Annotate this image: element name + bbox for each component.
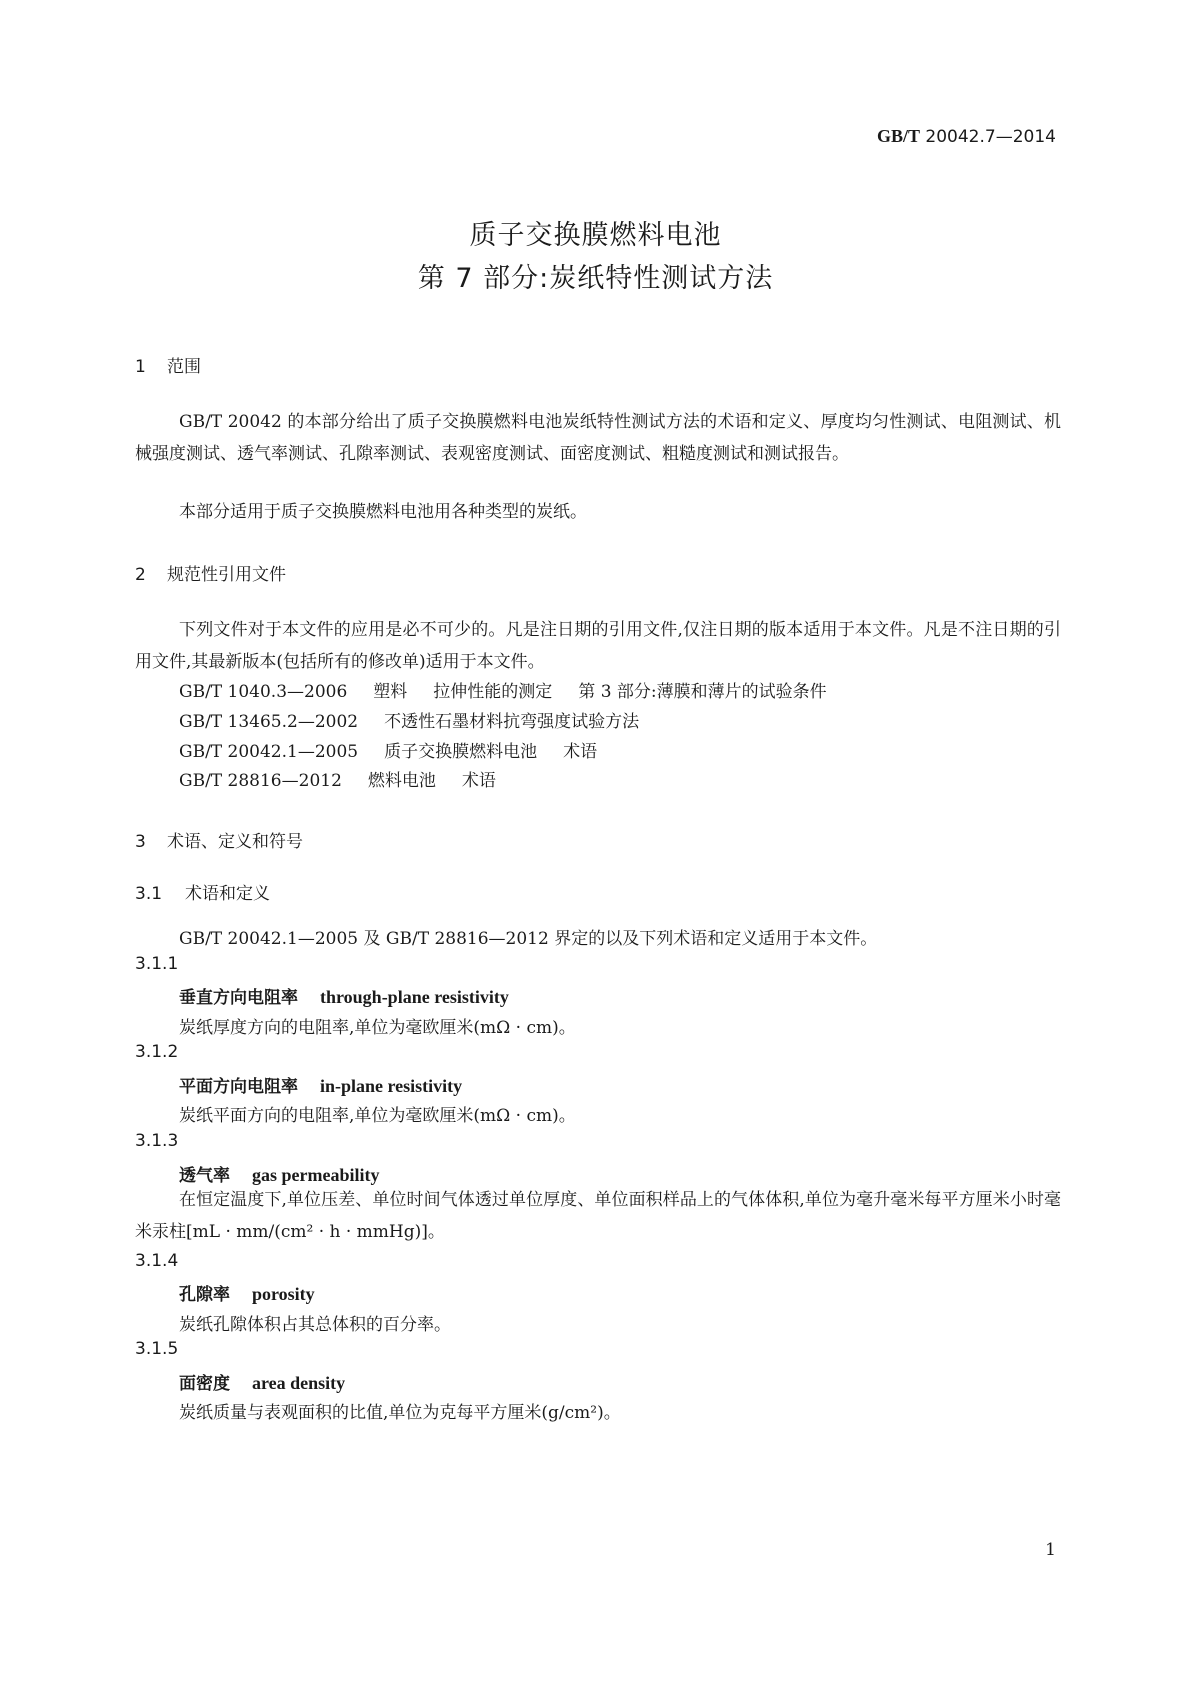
section-number: 2 — [135, 565, 146, 585]
term-entry — [179, 1161, 380, 1186]
reference-title-part: 第 3 部分:薄膜和薄片的试验条件 — [578, 682, 827, 702]
paragraph-scope: GB/T 20042 的本部分给出了质子交换膜燃料电池炭纸特性测试方法的术语和定义、厚度均匀性测试、电阻测试、机械强度测试、透气率测试、孔隙率测试、表观密度测试、面密度测试、粗糙度测试和测试报告。 — [135, 412, 1061, 464]
clause-number: 3.1.3 — [135, 1131, 179, 1151]
reference-code: GB/T 28816—2012 — [179, 771, 342, 791]
section-heading-1 — [135, 352, 201, 377]
standard-code: GB/T — [877, 126, 921, 146]
term-entry — [179, 1072, 462, 1097]
term-en: porosity — [252, 1284, 315, 1304]
clause-number: 3.1.2 — [135, 1042, 179, 1062]
section-number: 3 — [135, 832, 146, 852]
term-definition: 炭纸平面方向的电阻率,单位为毫欧厘米(mΩ · cm)。 — [179, 1106, 576, 1126]
term-definition: 炭纸厚度方向的电阻率,单位为毫欧厘米(mΩ · cm)。 — [179, 1018, 576, 1038]
page-number: 1 — [1045, 1540, 1056, 1560]
clause-number: 3.1.4 — [135, 1251, 179, 1271]
reference-title-part: 质子交换膜燃料电池 — [384, 742, 538, 762]
term-definition: 炭纸孔隙体积占其总体积的百分率。 — [179, 1315, 451, 1335]
clause-number: 3.1.5 — [135, 1339, 179, 1359]
document-title-line1: 质子交换膜燃料电池 — [469, 220, 722, 251]
subsection-heading-3-1 — [135, 879, 270, 904]
document-title-line2: 第 7 部分:炭纸特性测试方法 — [417, 263, 774, 294]
section-heading-3 — [135, 827, 303, 852]
term-zh: 透气率 — [179, 1166, 230, 1186]
term-zh: 面密度 — [179, 1374, 230, 1394]
paragraph-applicability: 本部分适用于质子交换膜燃料电池用各种类型的炭纸。 — [179, 502, 587, 522]
term-en: in-plane resistivity — [320, 1076, 463, 1096]
reference-code: GB/T 1040.3—2006 — [179, 682, 348, 702]
term-en: through-plane resistivity — [320, 987, 509, 1007]
reference-item — [179, 766, 522, 791]
reference-title-part: 塑料 — [373, 682, 408, 702]
term-definition: 在恒定温度下,单位压差、单位时间气体透过单位厚度、单位面积样品上的气体体积,单位为毫升毫米每平方厘米小时毫米汞柱[mL · mm/(cm² · h · mmHg)]。 — [135, 1190, 1061, 1242]
paragraph-terms-intro: GB/T 20042.1—2005 及 GB/T 28816—2012 界定的以及下列术语和定义适用于本文件。 — [179, 929, 878, 949]
reference-title-part: 燃料电池 — [367, 771, 436, 791]
section-title: 术语、定义和符号 — [167, 832, 303, 852]
standard-code-number: 20042.7—2014 — [925, 127, 1056, 147]
term-definition: 炭纸质量与表观面积的比值,单位为克每平方厘米(g/cm²)。 — [179, 1403, 621, 1423]
reference-item — [179, 737, 623, 762]
term-en: area density — [252, 1373, 346, 1393]
reference-title-part: 术语 — [461, 771, 496, 791]
paragraph-normative-refs: 下列文件对于本文件的应用是必不可少的。凡是注日期的引用文件,仅注日期的版本适用于本文件。凡是不注日期的引用文件,其最新版本(包括所有的修改单)适用于本文件。 — [135, 620, 1061, 672]
section-heading-2 — [135, 560, 286, 585]
reference-title-part: 术语 — [563, 742, 598, 762]
term-entry — [179, 983, 509, 1008]
reference-code: GB/T 20042.1—2005 — [179, 742, 359, 762]
term-zh: 垂直方向电阻率 — [179, 988, 298, 1008]
reference-code: GB/T 13465.2—2002 — [179, 712, 359, 732]
section-title: 范围 — [167, 357, 201, 377]
section-number: 1 — [135, 357, 146, 377]
term-entry — [179, 1369, 345, 1394]
standard-number — [877, 126, 1056, 147]
reference-item — [179, 707, 665, 732]
subsection-title: 术语和定义 — [185, 884, 270, 904]
term-entry — [179, 1280, 315, 1305]
term-zh: 孔隙率 — [179, 1285, 230, 1305]
clause-number: 3.1.1 — [135, 954, 179, 974]
term-en: gas permeability — [252, 1165, 380, 1185]
section-title: 规范性引用文件 — [167, 565, 286, 585]
term-zh: 平面方向电阻率 — [179, 1077, 298, 1097]
reference-title-part: 不透性石墨材料抗弯强度试验方法 — [384, 712, 640, 732]
reference-item — [179, 677, 853, 702]
reference-title-part: 拉伸性能的测定 — [433, 682, 553, 702]
subsection-number: 3.1 — [135, 884, 163, 904]
